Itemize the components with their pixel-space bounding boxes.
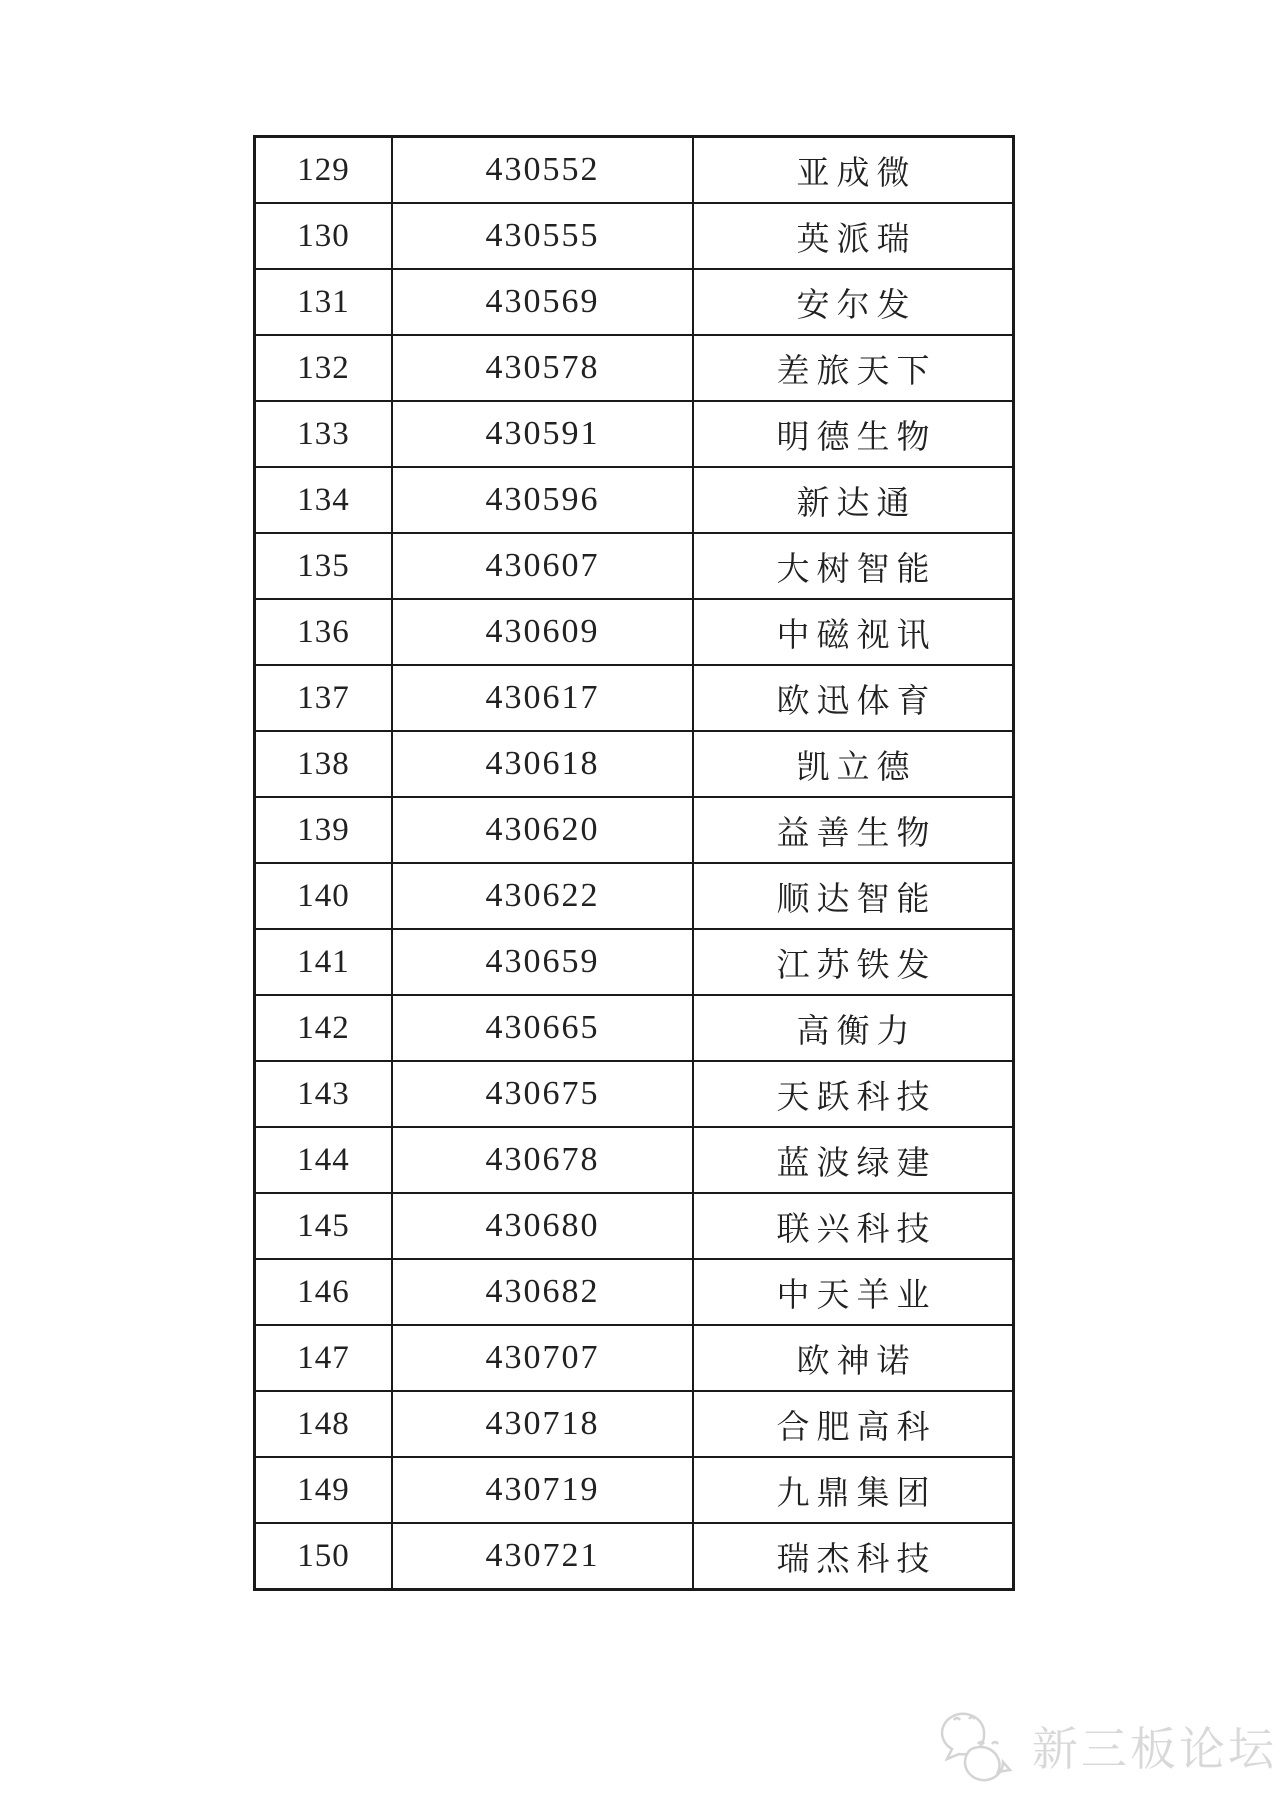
company-name-cell: 差旅天下 [693, 335, 1014, 401]
company-name-cell: 中磁视讯 [693, 599, 1014, 665]
row-number-cell: 136 [255, 599, 393, 665]
company-name-cell: 凯立德 [693, 731, 1014, 797]
table-row [255, 401, 1014, 467]
row-number-cell: 139 [255, 797, 393, 863]
table-row [255, 1391, 1014, 1457]
row-number-cell: 129 [255, 137, 393, 204]
company-name-cell: 安尔发 [693, 269, 1014, 335]
company-name-cell: 欧神诺 [693, 1325, 1014, 1391]
company-name-cell: 新达通 [693, 467, 1014, 533]
stock-code-cell: 430719 [392, 1457, 693, 1523]
company-name-cell: 亚成微 [693, 137, 1014, 204]
row-number-cell: 140 [255, 863, 393, 929]
stock-code-cell: 430607 [392, 533, 693, 599]
row-number-cell: 131 [255, 269, 393, 335]
stock-code-cell: 430682 [392, 1259, 693, 1325]
row-number-cell: 148 [255, 1391, 393, 1457]
table-row [255, 533, 1014, 599]
table-row [255, 269, 1014, 335]
stock-code-cell: 430721 [392, 1523, 693, 1590]
stock-code-cell: 430680 [392, 1193, 693, 1259]
company-name-cell: 江苏铁发 [693, 929, 1014, 995]
company-name-cell: 高衡力 [693, 995, 1014, 1061]
stock-code-cell: 430675 [392, 1061, 693, 1127]
company-table [253, 135, 1015, 1591]
stock-code-cell: 430555 [392, 203, 693, 269]
company-name-cell: 顺达智能 [693, 863, 1014, 929]
stock-code-cell: 430678 [392, 1127, 693, 1193]
company-name-cell: 明德生物 [693, 401, 1014, 467]
document-page [253, 135, 1015, 1591]
stock-code-cell: 430591 [392, 401, 693, 467]
table-row [255, 1061, 1014, 1127]
table-row [255, 929, 1014, 995]
table-row [255, 731, 1014, 797]
row-number-cell: 130 [255, 203, 393, 269]
watermark-text: 新三板论坛 [1032, 1723, 1277, 1775]
company-name-cell: 欧迅体育 [693, 665, 1014, 731]
row-number-cell: 143 [255, 1061, 393, 1127]
stock-code-cell: 430569 [392, 269, 693, 335]
table-row [255, 599, 1014, 665]
row-number-cell: 133 [255, 401, 393, 467]
stock-code-cell: 430609 [392, 599, 693, 665]
table-row [255, 1523, 1014, 1590]
row-number-cell: 145 [255, 1193, 393, 1259]
table-row [255, 995, 1014, 1061]
table-row [255, 797, 1014, 863]
stock-code-cell: 430620 [392, 797, 693, 863]
stock-code-cell: 430659 [392, 929, 693, 995]
company-name-cell: 合肥高科 [693, 1391, 1014, 1457]
row-number-cell: 141 [255, 929, 393, 995]
row-number-cell: 150 [255, 1523, 393, 1590]
company-name-cell: 益善生物 [693, 797, 1014, 863]
row-number-cell: 147 [255, 1325, 393, 1391]
table-row [255, 335, 1014, 401]
company-name-cell: 瑞杰科技 [693, 1523, 1014, 1590]
company-name-cell: 天跃科技 [693, 1061, 1014, 1127]
company-name-cell: 联兴科技 [693, 1193, 1014, 1259]
table-row [255, 1325, 1014, 1391]
row-number-cell: 137 [255, 665, 393, 731]
table-row [255, 467, 1014, 533]
row-number-cell: 138 [255, 731, 393, 797]
company-name-cell: 英派瑞 [693, 203, 1014, 269]
row-number-cell: 135 [255, 533, 393, 599]
row-number-cell: 134 [255, 467, 393, 533]
company-name-cell: 蓝波绿建 [693, 1127, 1014, 1193]
stock-code-cell: 430665 [392, 995, 693, 1061]
company-name-cell: 大树智能 [693, 533, 1014, 599]
stock-code-cell: 430552 [392, 137, 693, 204]
watermark [940, 1706, 1277, 1786]
table-row [255, 665, 1014, 731]
stock-code-cell: 430718 [392, 1391, 693, 1457]
chat-bubbles-smiley-icon [940, 1706, 1022, 1786]
stock-code-cell: 430618 [392, 731, 693, 797]
company-name-cell: 九鼎集团 [693, 1457, 1014, 1523]
row-number-cell: 142 [255, 995, 393, 1061]
table-row [255, 1193, 1014, 1259]
stock-code-cell: 430617 [392, 665, 693, 731]
row-number-cell: 146 [255, 1259, 393, 1325]
table-row [255, 1457, 1014, 1523]
company-name-cell: 中天羊业 [693, 1259, 1014, 1325]
table-row [255, 137, 1014, 204]
table-row [255, 1259, 1014, 1325]
stock-code-cell: 430707 [392, 1325, 693, 1391]
stock-code-cell: 430596 [392, 467, 693, 533]
table-row [255, 1127, 1014, 1193]
table-row [255, 863, 1014, 929]
company-table-body [255, 137, 1014, 1590]
row-number-cell: 144 [255, 1127, 393, 1193]
row-number-cell: 132 [255, 335, 393, 401]
table-row [255, 203, 1014, 269]
stock-code-cell: 430622 [392, 863, 693, 929]
row-number-cell: 149 [255, 1457, 393, 1523]
stock-code-cell: 430578 [392, 335, 693, 401]
